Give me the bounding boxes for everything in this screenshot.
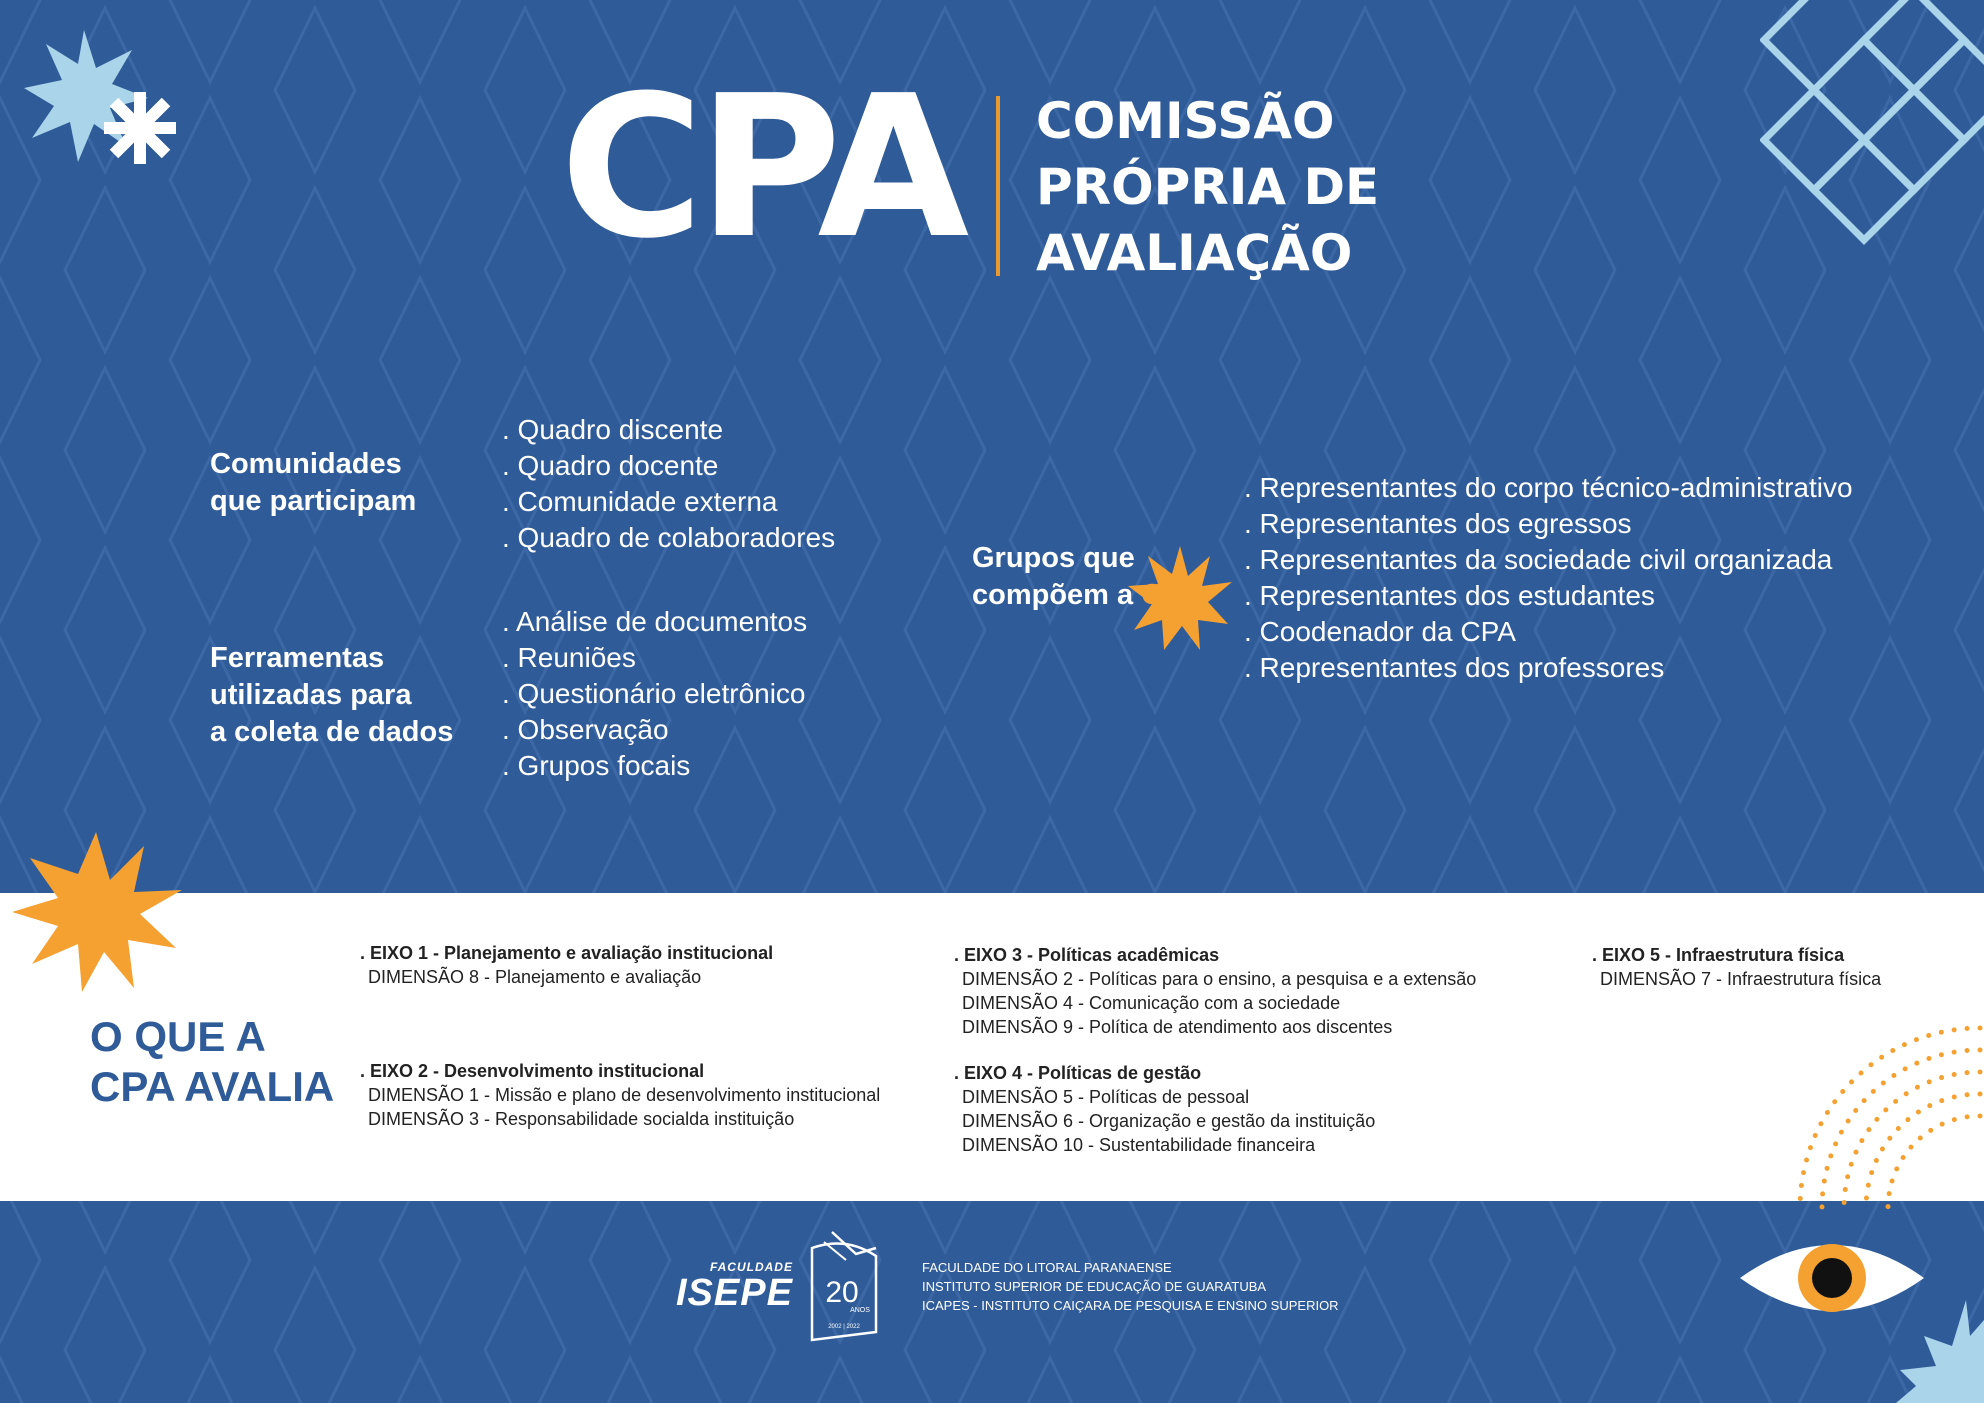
eixo-block [360, 1059, 880, 1131]
heading-line [972, 577, 1200, 614]
heading-cpa-highlight: CPA [1141, 579, 1201, 611]
list-item: . Grupos focais [502, 750, 691, 781]
list-item: . Questionário eletrônico [502, 678, 806, 709]
logo-main-text: ISEPE [676, 1272, 793, 1314]
logo-small-text: FACULDADE [709, 1260, 793, 1274]
avalia-title [90, 1012, 334, 1112]
large-orange-star-icon [12, 832, 182, 992]
eixo-block [360, 941, 773, 989]
eixo-block [1592, 943, 1881, 991]
dimension-item: DIMENSÃO 2 - Políticas para o ensino, a pesquisa e a extensão [962, 969, 1477, 989]
dimension-item: DIMENSÃO 3 - Responsabilidade socialda instituição [368, 1109, 795, 1129]
heading-line: que participam [210, 485, 417, 517]
title-line: CPA AVALIA [90, 1063, 335, 1110]
list-item: . Representantes dos estudantes [1244, 580, 1655, 611]
eixo-title: . EIXO 2 - Desenvolvimento institucional [360, 1061, 705, 1081]
institution-info [922, 1258, 1339, 1315]
heading-line: Ferramentas [210, 642, 385, 674]
list-item: . Quadro docente [502, 450, 719, 481]
heading-line: Grupos que [972, 542, 1135, 574]
list-item: . Quadro discente [502, 414, 724, 445]
dimension-item: DIMENSÃO 1 - Missão e plano de desenvolvimento institucional [368, 1085, 881, 1105]
dimension-item: DIMENSÃO 8 - Planejamento e avaliação [368, 967, 702, 987]
diamond-grid-icon [1760, 0, 1984, 250]
ferramentas-list [502, 604, 807, 784]
heading-line: Comunidades [210, 448, 402, 480]
institution-line: INSTITUTO SUPERIOR DE EDUCAÇÃO DE GUARATUBA [922, 1279, 1267, 1294]
institution-line: ICAPES - INSTITUTO CAIÇARA DE PESQUISA E ENSINO SUPERIOR [922, 1298, 1339, 1313]
eixo-title: . EIXO 5 - Infraestrutura física [1592, 945, 1845, 965]
list-item: . Coodenador da CPA [1244, 616, 1516, 647]
heading-line: utilizadas para [210, 679, 412, 711]
eixo-title: . EIXO 3 - Políticas acadêmicas [954, 945, 1220, 965]
dimension-item: DIMENSÃO 9 - Política de atendimento aos discentes [962, 1017, 1393, 1037]
dimension-item: DIMENSÃO 6 - Organização e gestão da instituição [962, 1111, 1376, 1131]
list-item: . Representantes dos professores [1244, 652, 1665, 683]
list-item: . Representantes dos egressos [1244, 508, 1632, 539]
dimension-item: DIMENSÃO 10 - Sustentabilidade financeira [962, 1135, 1316, 1155]
list-item: . Representantes da sociedade civil organizada [1244, 544, 1833, 575]
dimension-item: DIMENSÃO 7 - Infraestrutura física [1600, 969, 1882, 989]
list-item: . Reuniões [502, 642, 636, 673]
list-item: . Representantes do corpo técnico-administrativo [1244, 472, 1853, 503]
institution-line: FACULDADE DO LITORAL PARANAENSE [922, 1260, 1172, 1275]
eixo-block [954, 1061, 1375, 1157]
ferramentas-heading [210, 640, 453, 751]
title-line: O QUE A [90, 1013, 266, 1060]
list-item: . Observação [502, 714, 669, 745]
title-line: COMISSÃO [1036, 92, 1335, 150]
eixo-title: . EIXO 4 - Políticas de gestão [954, 1063, 1202, 1083]
isepe-logo [676, 1260, 793, 1312]
comunidades-heading [210, 446, 416, 520]
cpa-acronym: CPA [560, 54, 964, 282]
anniversary-years: 2002 | 2022 [828, 1324, 860, 1330]
eixo-title: . EIXO 1 - Planejamento e avaliação institucional [360, 943, 774, 963]
list-item: . Quadro de colaboradores [502, 522, 836, 553]
comunidades-list [502, 412, 835, 556]
dimension-item: DIMENSÃO 4 - Comunicação com a sociedade [962, 993, 1341, 1013]
heading-prefix: compõem a [972, 579, 1142, 611]
title-block [1036, 88, 1379, 286]
white-asterisk-icon [100, 88, 180, 168]
list-item: . Análise de documentos [502, 606, 808, 637]
dimension-item: DIMENSÃO 5 - Políticas de pessoal [962, 1087, 1250, 1107]
grupos-heading [972, 540, 1200, 614]
grupos-list [1244, 470, 1853, 686]
light-blue-corner-star-icon [1896, 1300, 1984, 1403]
title-line: PRÓPRIA DE [1036, 158, 1380, 216]
anniversary-word: ANOS [850, 1307, 870, 1314]
title-line: AVALIAÇÃO [1036, 224, 1353, 282]
heading-line: a coleta de dados [210, 716, 454, 748]
title-divider [996, 96, 1000, 276]
list-item: . Comunidade externa [502, 486, 778, 517]
anniversary-number: 20 [825, 1276, 859, 1309]
anniversary-badge-icon [806, 1228, 882, 1348]
eixo-block [954, 943, 1476, 1039]
